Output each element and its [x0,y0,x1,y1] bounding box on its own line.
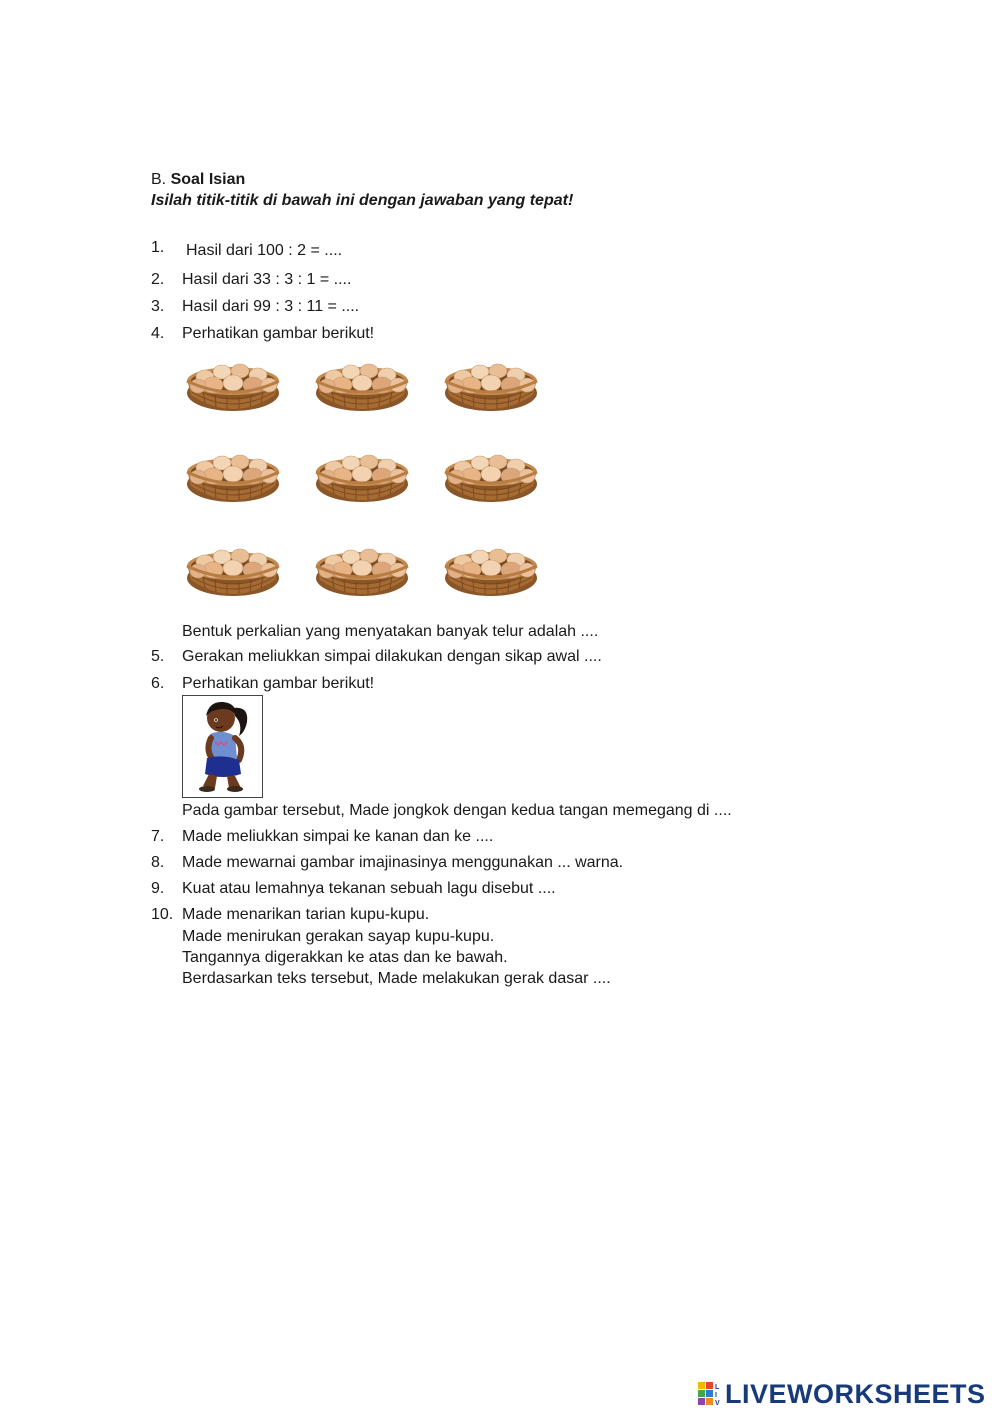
question-9 [151,879,556,899]
question-text: Hasil dari 99 : 3 : 11 = .... [182,298,360,315]
egg-basket-icon [312,530,412,598]
question-number: 2. [151,271,165,288]
question-text: Made menarikan tarian kupu-kupu. [182,906,430,923]
instruction-text: Isilah titik-titik di bawah ini dengan jawaban yang tepat! [151,192,574,209]
question-text: Made mewarnai gambar imajinasinya menggunakan ... warna. [182,854,624,871]
question-number: 1. [151,239,165,256]
squatting-girl-icon [183,696,262,797]
question-number: 6. [151,675,165,692]
question-10-line: Tangannya digerakkan ke atas dan ke bawah. [182,949,508,966]
question-5 [151,647,602,667]
question-6-follow-up: Pada gambar tersebut, Made jongkok dengan kedua tangan memegang di .... [182,802,732,819]
question-2 [151,270,351,290]
egg-basket-icon [183,436,283,504]
question-text: Hasil dari 100 : 2 = .... [186,242,343,259]
liveworksheets-logo-icon [697,1381,723,1407]
question-number: 5. [151,648,165,665]
svg-text:I: I [715,1392,717,1399]
section-heading [151,170,245,190]
egg-basket-icon [441,345,541,413]
question-text: Hasil dari 33 : 3 : 1 = .... [182,271,352,288]
question-10-line: Berdasarkan teks tersebut, Made melakukan gerak dasar .... [182,970,611,987]
question-number: 10. [151,906,174,923]
squatting-girl-image [182,695,263,798]
question-6 [151,674,374,694]
egg-basket-icon [441,436,541,504]
question-10 [151,905,429,925]
question-text: Made meliukkan simpai ke kanan dan ke .... [182,828,494,845]
question-8 [151,853,623,873]
question-1 [151,238,342,258]
logo-text: LIVEWORKSHEETS [725,1378,986,1409]
question-text: Gerakan meliukkan simpai dilakukan dengan sikap awal .... [182,648,602,665]
question-number: 8. [151,854,165,871]
question-text: Perhatikan gambar berikut! [182,675,375,692]
question-number: 4. [151,325,165,342]
svg-text:V: V [715,1400,720,1407]
egg-basket-icon [183,530,283,598]
egg-basket-icon [312,345,412,413]
question-3 [151,297,359,317]
liveworksheets-logo [697,1379,986,1409]
svg-text:L: L [715,1384,720,1391]
egg-basket-icon [183,345,283,413]
question-number: 3. [151,298,165,315]
question-10-line: Made menirukan gerakan sayap kupu-kupu. [182,928,495,945]
section-letter: B. [151,171,167,188]
question-number: 7. [151,828,165,845]
question-4 [151,324,374,344]
question-text: Perhatikan gambar berikut! [182,325,375,342]
question-number: 9. [151,880,165,897]
question-4-follow-up: Bentuk perkalian yang menyatakan banyak telur adalah .... [182,623,599,640]
question-text: Kuat atau lemahnya tekanan sebuah lagu disebut .... [182,880,556,897]
question-7 [151,827,493,847]
egg-basket-icon [441,530,541,598]
section-title: Soal Isian [170,171,246,188]
egg-basket-icon [312,436,412,504]
